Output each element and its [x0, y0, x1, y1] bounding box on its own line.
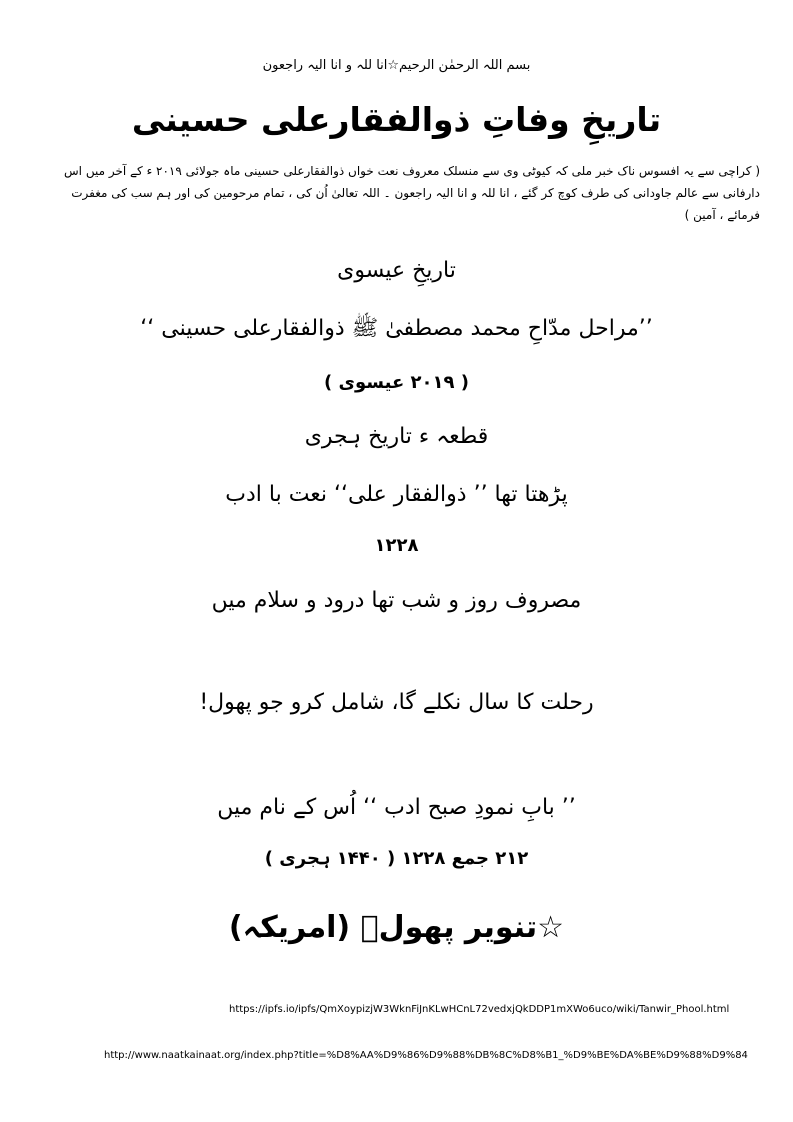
- verse-line-4: ’’ بابِ نمودِ صبح ادب ‘‘ اُس کے نام میں: [217, 795, 576, 820]
- hijri-heading: قطعہ ء تاریخ ہجری: [304, 424, 489, 449]
- intro-paragraph: ( کراچی سے یہ افسوس ناک خبر ملی کہ کیوٹی وی سے منسلک معروف نعت خواں ذوالفقارعلی حسینی ماہ جولائی ۲۰۱۹ ء کے آخر میں اس دارفانی سے عالم جاودانی کی طرف کوچ کر گئے ، انا للہ و انا الیہ راجعون ۔ اللہ تعالیٰ اُن کی ، تمام مرحومین کی اور ہم سب کی مغفرت فرمائے ، آمین ): [64, 164, 760, 222]
- gregorian-heading: تاریخِ عیسوی: [337, 258, 456, 283]
- verse-value: ۱۲۲۸: [374, 535, 419, 556]
- page-title: تاریخِ وفاتِ ذوالفقارعلی حسینی: [131, 100, 662, 139]
- verse-line-1: پڑھتا تھا ’’ ذوالفقار علی‘‘ نعت با ادب: [225, 482, 568, 507]
- hijri-calculation: ۲۱۲ جمع ۱۲۲۸ ( ۱۴۴۰ ہجری ): [264, 848, 529, 869]
- verse-line-2: مصروف روز و شب تھا درود و سلام میں: [211, 588, 582, 613]
- verse-line-3: رحلت کا سال نکلے گا، شامل کرو جو پھول!: [199, 690, 594, 715]
- gregorian-phrase: ’’مراحل مدّاحِ محمد مصطفیٰ ﷺ ذوالفقارعلی حسینی ‘‘: [140, 316, 653, 341]
- gregorian-year: ( ۲۰۱۹ عیسوی ): [324, 372, 469, 393]
- ipfs-link[interactable]: https://ipfs.io/ipfs/QmXoypizjW3WknFiJnKLwHCnL72vedxjQkDDP1mXWo6uco/wiki/Tanwir_Phool.html: [229, 1004, 730, 1015]
- author-signature: ☆تنویر پھولؔ (امریکہ): [228, 910, 565, 945]
- naatkainaat-link[interactable]: http://www.naatkainaat.org/index.php?title=%D8%AA%D9%86%D9%88%DB%8C%D8%B1_%D9%BE%DA%BE%D9%88%D9%84: [104, 1050, 748, 1061]
- bismillah-line: بسم اللہ الرحمٰن الرحیم☆انا للہ و انا الیہ راجعون: [262, 58, 531, 73]
